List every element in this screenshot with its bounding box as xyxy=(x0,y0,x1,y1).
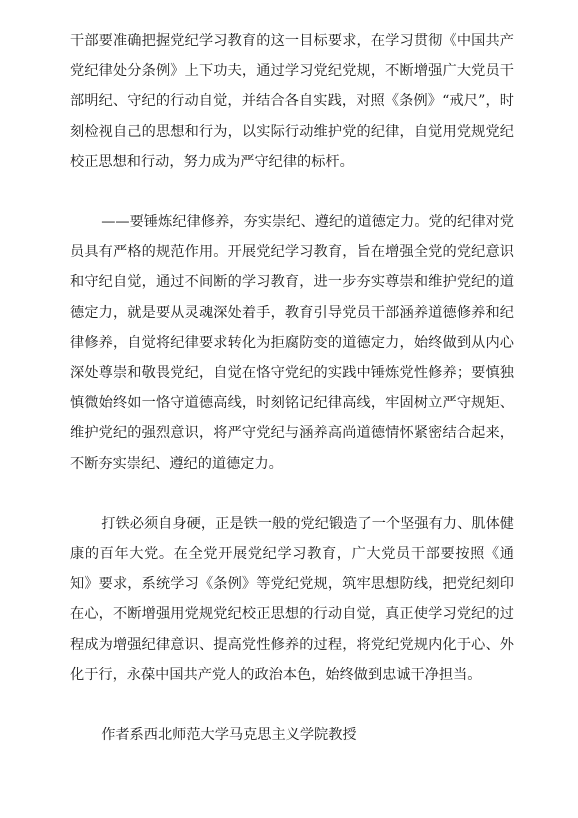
paragraph-2: ——要锤炼纪律修养，夯实崇纪、遵纪的道德定力。党的纪律对党员具有严格的规范作用。开展党纪学习教育，旨在增强全党的党纪意识和守纪自觉，通过不间断的学习教育，进一步夯实尊崇和维护党纪的道德定力，就是要从灵魂深处着手，教育引导党员干部涵养道德修养和纪律修养，自觉将纪律要求转化为拒腐防变的道德定力，始终做到从内心深处尊崇和敬畏党纪，自觉在恪守党纪的实践中锤炼党性修养；要慎独慎微始终如一恪守道德高线，时刻铭记纪律高线，牢固树立严守规矩、维护党纪的强烈意识，将严守党纪与涵养高尚道德情怀紧密结合起来，不断夯实崇纪、遵纪的道德定力。 xyxy=(70,214,514,472)
author-note: 作者系西北师范大学马克思主义学院教授 xyxy=(101,727,357,744)
paragraph-1: 干部要准确把握党纪学习教育的这一目标要求，在学习贯彻《中国共产党纪律处分条例》上下功夫，通过学习党纪党规，不断增强广大党员干部明纪、守纪的行动自觉，并结合各自实践，对照《条例》“戒尺”，时刻检视自己的思想和行为，以实际行动维护党的纪律，自觉用党规党纪校正思想和行动，努力成为严守纪律的标杆。 xyxy=(70,33,514,170)
paragraph-3: 打铁必须自身硬，正是铁一般的党纪锻造了一个坚强有力、肌体健康的百年大党。在全党开展党纪学习教育，广大党员干部要按照《通知》要求，系统学习《条例》等党纪党规，筑牢思想防线，把党纪刻印在心，不断增强用党规党纪校正思想的行动自觉，真正使学习党纪的过程成为增强纪律意识、提高党性修养的过程，将党纪党规内化于心、外化于行，永葆中国共产党人的政治本色，始终做到忠诚干净担当。 xyxy=(70,515,514,683)
document-body xyxy=(70,26,514,750)
